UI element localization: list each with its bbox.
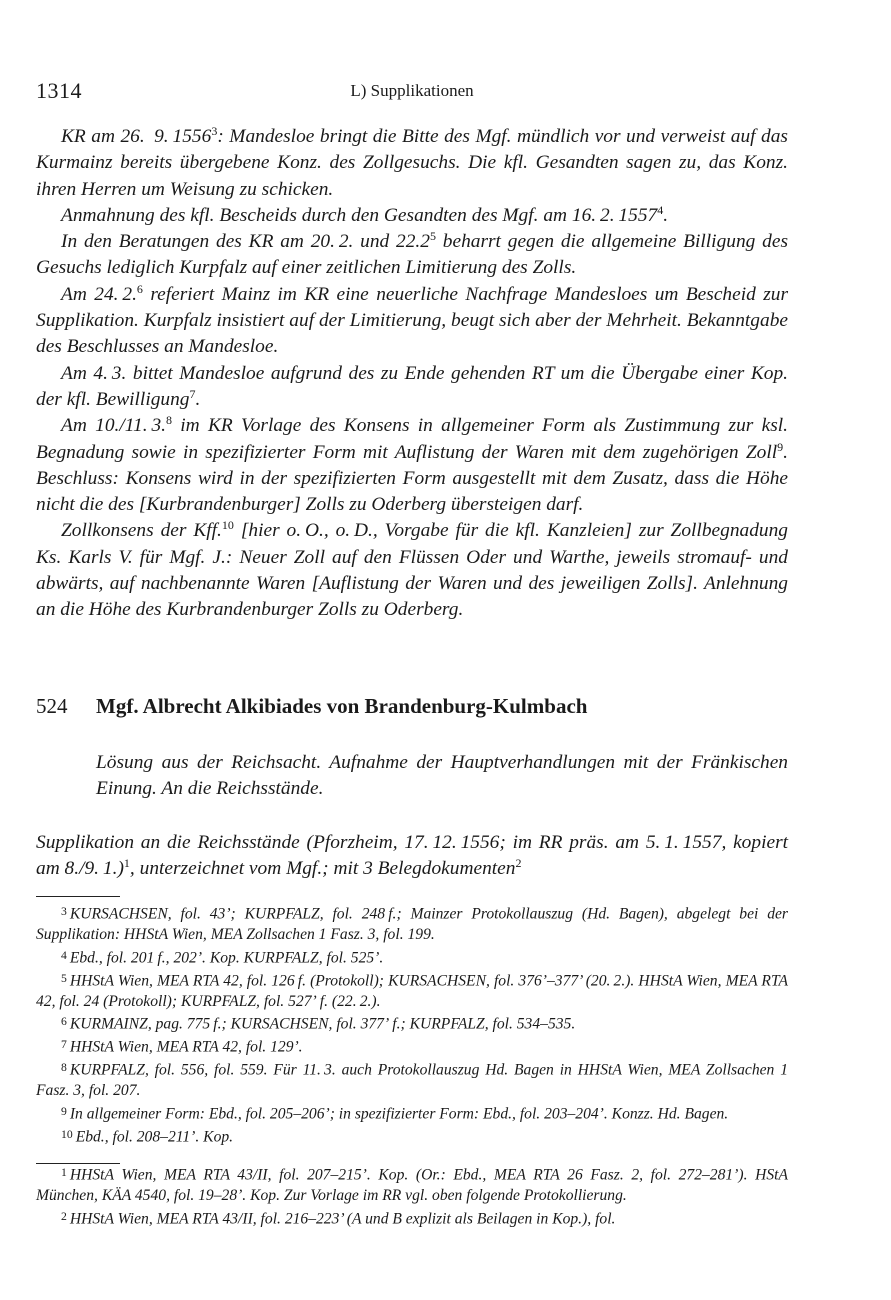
main-text [36,124,788,624]
footnote-text: HHStA Wien, MEA RTA 42, fol. 126 f. (Protokoll); KURSACHSEN, fol. 376’–377’ (20. 2.). HHStA Wien, MEA RTA 42, fol. 24 (Protokoll); KURPFALZ, fol. 527’ f. (22. 2.). [36,972,788,1010]
footnote-number: 9 [61,1104,67,1118]
footnote-number: 6 [61,1015,67,1028]
section-number: 524 [36,694,68,718]
footnote-text: KURSACHSEN, fol. 43’; KURPFALZ, fol. 248 f.; Mainzer Protokollauszug (Hd. Bagen), abgelegt bei der Supplikation: HHStA Wien, MEA Zollsachen 1 Fasz. 3, fol. 199. [36,905,788,943]
footnote-ref: 2 [515,856,522,871]
text-run: Am 24. 2. [61,283,137,305]
text-run: Am 4. 3. bittet Mandesloe aufgrund des zu Ende gehenden RT um die Übergabe einer Kop. der kfl. Bewilligung [36,362,788,410]
text-run: im KR Vorlage des Konsens in allgemeiner Form als Zustimmung zur ksl. Begnadung sowie in spezifizierter Form mit Auflistung der Waren mit dem zugehörigen Zoll [36,415,788,463]
footnote-text: KURPFALZ, fol. 556, fol. 559. Für 11. 3. auch Protokollauszug Hd. Bagen in HHStA Wien, MEA Zollsachen 1 Fasz. 3, fol. 207. [36,1061,788,1099]
footnote [36,1125,788,1148]
footnote-ref: 10 [221,518,234,533]
supplication-entry [36,830,788,883]
footnote [36,902,788,946]
footnote [36,1102,788,1125]
footnotes-editorial [36,902,788,1148]
text-run: . Beschluss: Konsens wird in der spezifizierten Form ausgestellt mit dem Zusatz, dass die Höhe nicht die des [Kurbrandenburger] Zolls zu Oderberg übersteigen darf. [36,441,788,516]
text-run: beharrt gegen die allgemeine Billigung des Gesuchs lediglich Kurpfalz auf einer zeitlichen Limitierung des Zolls. [36,231,788,279]
footnote-number: 1 [61,1166,67,1179]
footnote-text: KURMAINZ, pag. 775 f.; KURSACHSEN, fol. 377’ f.; KURPFALZ, fol. 534–535. [69,1015,576,1033]
text-run: Am 10./11. 3. [61,415,166,437]
paragraph [36,203,788,229]
paragraph [36,229,788,282]
text-run: Supplikation an die Reichsstände (Pforzheim, 17. 12. 1556; im RR präs. am 5. 1. 1557, kopiert am 8./9. 1.) [36,832,788,880]
footnote-ref: 3 [211,123,218,138]
footnote-text: HHStA Wien, MEA RTA 42, fol. 129’. [69,1038,303,1056]
text-run: KR am 26. 9. 1556 [61,126,212,147]
footnote-text: HHStA Wien, MEA RTA 43/II, fol. 207–215’. Kop. (Or.: Ebd., MEA RTA 26 Fasz. 2, fol. 272–281’). HStA München, KÄA 4540, fol. 19–28’. Kop. Zur Vorlage im RR vgl. oben folgende Protokollierung. [36,1166,788,1204]
footnote-text: Ebd., fol. 208–211’. Kop. [75,1128,234,1145]
footnote-ref: 4 [657,202,664,217]
text-run: [hier o. O., o. D., Vorgabe für die kfl. Kanzleien] zur Zollbegnadung Ks. Karls V. für Mgf. J.: Neuer Zoll auf den Flüssen Oder und Warthe, jeweils stromauf- und abwärts, auf nachbenannte Waren [Auflistung der Waren und des jeweiligen Zolls]. Anlehnung an die Höhe des Kurbrandenburger Zolls zu Oderberg. [36,520,788,621]
footnote-number: 5 [61,971,67,985]
running-title: L) Supplikationen [350,81,474,100]
paragraph [36,282,788,361]
section-heading [36,694,788,719]
paragraph [36,124,788,203]
footnote-ref: 5 [429,228,436,243]
footnote-ref: 7 [189,386,196,401]
footnote-number: 4 [61,948,67,962]
paragraph [36,518,788,623]
footnote-text: HHStA Wien, MEA RTA 43/II, fol. 216–223’ (A und B explizit als Beilagen in Kop.), fol. [69,1210,616,1227]
footnote [36,1207,788,1230]
footnotes-numbered [36,1163,788,1230]
footnote-ref: 8 [165,413,172,428]
text-run: . [195,388,201,410]
footnote [36,1012,788,1035]
section-abstract: Lösung aus der Reichsacht. Aufnahme der Hauptverhandlungen mit der Fränkischen Einung. An die Reichsstände. [96,752,788,799]
footnote [36,946,788,969]
text-run: referiert Mainz im KR eine neuerliche Nachfrage Mandesloes um Bescheid zur Supplikation. Kurpfalz insistiert auf der Limitierung, beugt sich aber der Mehrheit. Bekanntgabe des Beschlusses an Mandesloe. [36,283,788,358]
text-run: , unterzeichnet vom Mgf.; mit 3 Belegdokumenten [129,858,516,880]
text-run: In den Beratungen des KR am 20. 2. und 22.2 [61,231,430,253]
footnote-ref: 6 [136,281,143,296]
footnote-ref: 1 [123,856,130,871]
footnote-rule [36,896,120,897]
section-title: Mgf. Albrecht Alkibiades von Brandenburg-Kulmbach [96,694,588,718]
footnote-text: Ebd., fol. 201 f., 202’. Kop. KURPFALZ, fol. 525’. [69,949,384,966]
footnote [36,1035,788,1058]
text-run: Anmahnung des kfl. Bescheids durch den Gesandten des Mgf. am 16. 2. 1557 [61,204,658,226]
text-run: : Mandesloe bringt die Bitte des Mgf. mündlich vor und verweist auf das Kurmainz bereits übergebene Konz. des Zollgesuchs. Die kfl. Gesandten sagen zu, das Konz. ihren Herren um Weisung zu schicken. [36,126,788,200]
footnote-text: In allgemeiner Form: Ebd., fol. 205–206’; in spezifizierter Form: Ebd., fol. 203–204’. Konzz. Hd. Bagen. [69,1105,729,1122]
text-run: . [663,204,669,226]
footnote-ref: 9 [777,439,784,454]
footnote-number: 8 [61,1061,67,1074]
footnote-number: 3 [61,905,67,918]
footnote [36,969,788,1013]
footnote [36,1058,788,1102]
footnote-number: 10 [61,1127,73,1141]
page-number: 1314 [36,78,82,103]
paragraph [36,361,788,414]
running-head [36,78,788,106]
footnote-number: 2 [61,1209,67,1223]
footnote [36,1163,788,1207]
footnote-number: 7 [61,1038,67,1051]
paragraph [36,413,788,518]
book-page [36,0,788,1300]
text-run: Zollkonsens der Kff. [61,520,222,542]
